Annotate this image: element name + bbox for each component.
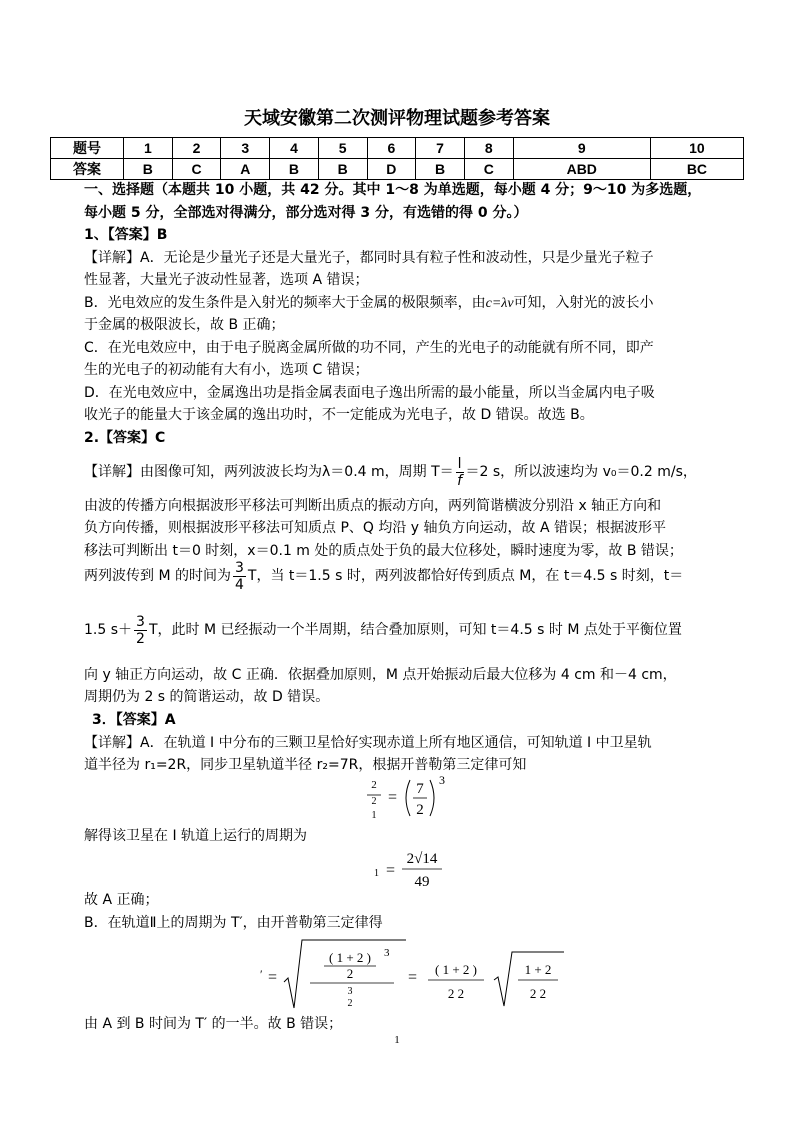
table-header-number: 题号: [51, 138, 124, 159]
table-cell: B: [318, 159, 367, 180]
period-fraction: $\frac{l}{f}$: [457, 455, 463, 489]
table-cell: ABD: [513, 159, 650, 180]
section-heading: 一、选择题（本题共 10 小题，共 42 分。其中 1～8 为单选题，每小题 4 分；9～10 为多选题，: [84, 182, 702, 198]
q2-line: 负方向传播，则根据波形平移法可知质点 P、Q 均沿 y 轴负方向运动，故 A 错误；根据波形平: [84, 520, 667, 536]
table-cell: B: [270, 159, 319, 180]
q3-line: 道半径为 r₁=2R，同步卫星轨道半径 r₂=7R，根据开普勒第三定律可知: [84, 757, 527, 773]
table-cell: 2: [172, 138, 221, 159]
q3-answer: 3．【答案】A: [92, 712, 176, 728]
q1-line: C．在光电效应中，由于电子脱离金属所做的功不同，产生的光电子的动能就有所不同，即产: [84, 340, 654, 356]
eq-text: 3: [439, 773, 445, 787]
svg-text:=: =: [408, 969, 418, 986]
table-cell: B: [416, 159, 465, 180]
table-cell: 1: [124, 138, 173, 159]
table-cell: 9: [513, 138, 650, 159]
q1-line: 【详解】A．无论是少量光子还是大量光子，都同时具有粒子性和波动性，只是少量光子粒子: [84, 250, 654, 266]
q1-text: 可知，入射光的波长小: [513, 295, 654, 311]
q2-text: 1.5 s＋: [84, 622, 133, 638]
table-cell: 4: [270, 138, 319, 159]
q2-text: T，此时 M 已经振动一个半周期，结合叠加原则，可知 t＝4.5 s 时 M 点处于平衡位置: [148, 622, 682, 638]
eq-text: ( 1 + 2 ): [329, 950, 371, 965]
q2-line-with-frac: [84, 454, 697, 490]
eq-text: 2√14: [406, 851, 438, 867]
svg-text:=: =: [268, 969, 278, 986]
table-cell: B: [124, 159, 173, 180]
eq-text: 2: [346, 966, 354, 981]
q2-line: 由波的传播方向根据波形平移法可判断出质点的振动方向，两列简谐横波分别沿 x 轴正方向和: [84, 498, 662, 514]
table-cell: BC: [650, 159, 743, 180]
eq-text: 1: [374, 868, 379, 879]
period-equation: [372, 846, 472, 890]
section-heading-cont: 每小题 5 分，全部选对得满分，部分选对得 3 分，有选错的得 0 分。）: [84, 205, 528, 221]
q2-answer: 2.【答案】C: [84, 430, 166, 446]
table-cell: C: [172, 159, 221, 180]
table-row-answers: [51, 159, 744, 180]
eq-text: 1: [371, 810, 377, 821]
q3-line: 由 A 到 B 时间为 T′ 的一半。故 B 错误；: [84, 1016, 343, 1032]
q1-line-with-eq: [84, 293, 654, 314]
eq-text: 49: [414, 874, 430, 890]
q3-line: 【详解】A．在轨道 I 中分布的三颗卫星恰好实现赤道上所有地区通信，可知轨道 I 中卫星轨: [84, 735, 652, 751]
eq-text: 2 2: [529, 986, 547, 1001]
q3-line: B．在轨道Ⅱ上的周期为 T′，由开普勒第三定律得: [84, 915, 383, 931]
eq-text: 7: [416, 781, 424, 797]
eq-text: 1 + 2: [524, 962, 552, 977]
q3-line: 解得该卫星在 I 轨道上运行的周期为: [84, 828, 308, 844]
eq-text: 2: [371, 796, 377, 807]
table-row-numbers: [51, 138, 744, 159]
table-cell: D: [367, 159, 416, 180]
table-cell: 5: [318, 138, 367, 159]
q1-line: 于金属的极限波长，故 B 正确；: [84, 317, 285, 333]
page-number: 1: [394, 1034, 400, 1046]
time-fraction: $\frac{3}{4}$: [234, 559, 244, 593]
q1-line: 生的光电子的初动能有大有小，选项 C 错误；: [84, 362, 369, 378]
q2-text: 【详解】由图像可知，两列波波长均为λ＝0.4 m，周期 T＝: [84, 464, 454, 480]
eq-text: ( 1 + 2 ): [435, 962, 477, 977]
eq-text: 3: [347, 986, 353, 997]
answer-table: [50, 137, 744, 180]
eq-text: 2: [371, 779, 377, 791]
q1-line: 性显著，大量光子波动性显著，选项 A 错误；: [84, 272, 369, 288]
q1-line: 收光子的能量大于该金属的逸出功时，不一定能成为光电子，故 D 错误。故选 B。: [84, 407, 594, 423]
q2-line-with-frac: [84, 558, 683, 594]
svg-text:=: =: [388, 789, 398, 806]
table-cell: 3: [221, 138, 270, 159]
eq-text: ′: [260, 967, 263, 981]
q3-line: 故 A 正确；: [84, 892, 159, 908]
q2-line-with-frac: [84, 612, 682, 648]
table-cell: 6: [367, 138, 416, 159]
eq-text: 2: [416, 802, 424, 818]
eq-text: 2: [347, 998, 353, 1009]
eq-text: 2 2: [447, 986, 465, 1001]
orbit-ii-equation: [258, 936, 568, 1012]
q2-text: 两列波传到 M 的时间为: [84, 568, 231, 584]
q2-line: 周期仍为 2 s 的简谐运动，故 D 错误。: [84, 689, 330, 705]
q2-line: 向 y 轴正方向运动，故 C 正确．依据叠加原则，M 点开始振动后最大位移为 4 cm 和－4 cm，: [84, 667, 677, 683]
table-header-answer: 答案: [51, 159, 124, 180]
q2-text: T，当 t＝1.5 s 时，两列波都恰好传到质点 M，在 t＝4.5 s 时刻，t＝: [247, 568, 684, 584]
q1-answer: 1、【答案】B: [84, 227, 168, 243]
page-title: 天域安徽第二次测评物理试题参考答案: [244, 108, 550, 129]
table-cell: 8: [464, 138, 513, 159]
table-cell: 10: [650, 138, 743, 159]
time-fraction: $\frac{3}{2}$: [136, 613, 145, 647]
table-cell: A: [221, 159, 270, 180]
q1-text: B．光电效应的发生条件是入射光的频率大于金属的极限频率，由: [84, 295, 486, 311]
eq-text: 3: [384, 947, 390, 959]
q2-text: ＝2 s，所以波速均为 v₀＝0.2 m/s，: [465, 464, 697, 480]
table-cell: 7: [416, 138, 465, 159]
table-cell: C: [464, 159, 513, 180]
q2-line: 移法可判断出 t＝0 时刻，x＝0.1 m 处的质点处于负的最大位移处，瞬时速度为零，故 B 错误；: [84, 543, 683, 559]
kepler-equation: [364, 772, 484, 828]
q1-line: D．在光电效应中，金属逸出功是指金属表面电子逸出所需的最小能量，所以当金属内电子吸: [84, 385, 655, 401]
q1-equation: c=λν: [485, 296, 514, 311]
svg-text:=: =: [386, 862, 396, 879]
